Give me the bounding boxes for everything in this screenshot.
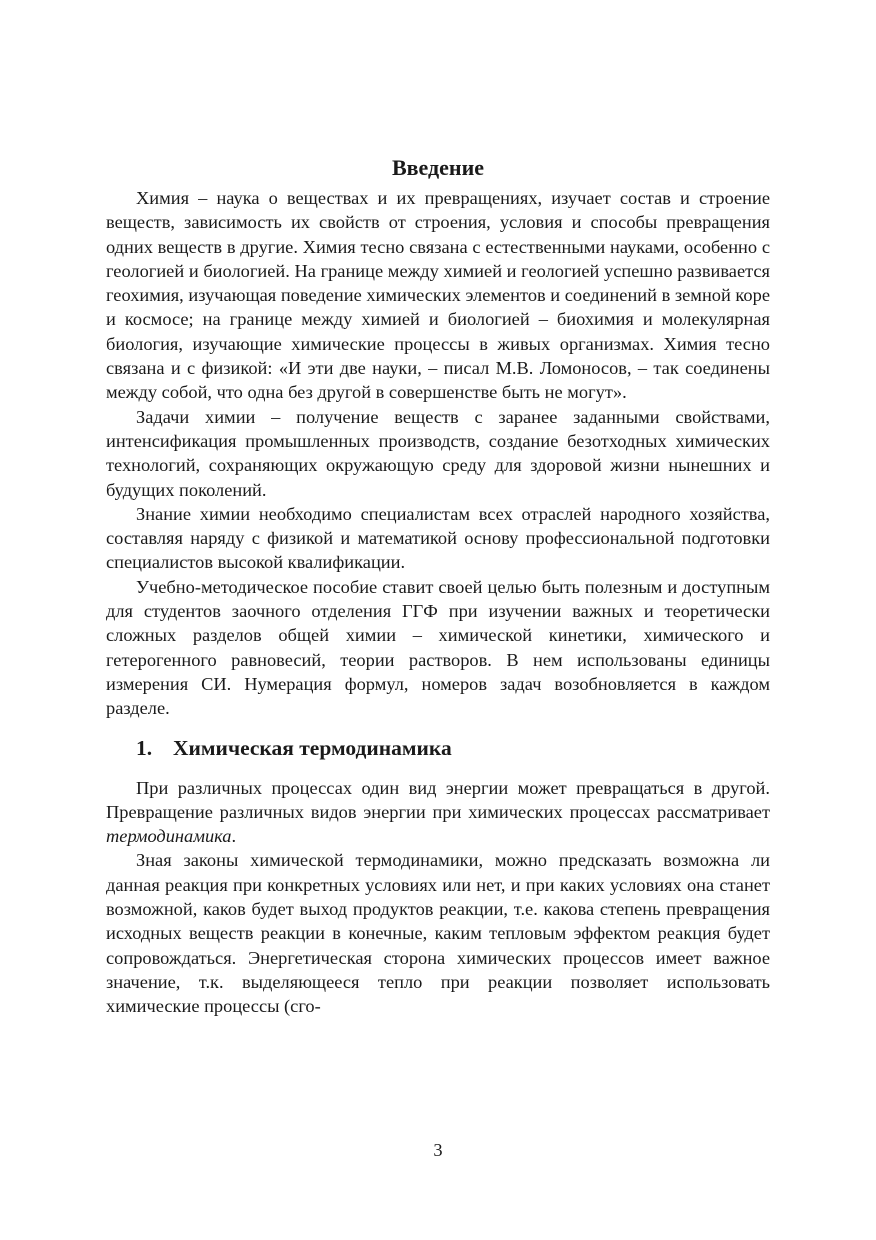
term-thermodynamics: термодинамика: [106, 826, 232, 847]
section-1-paragraph-1-end: .: [231, 826, 237, 847]
section-1-number: 1.: [136, 735, 153, 760]
section-1-paragraph-1: [106, 776, 770, 849]
section-1-paragraph-2: Зная законы химической термодинамики, можно предсказать возможна ли данная реакция при конкретных условиях или нет, и при каких условиях она станет возможной, каков будет выход продуктов реакции, т.е. какова степень превращения исходных веществ реакции в конечные, каким тепловым эффектом реакция будет сопровождаться. Энергетическая сторона химических процессов имеет важное значение, т.к. выделяющееся тепло при реакции позволяет использовать химические процессы (сго-: [106, 850, 770, 1017]
section-1-heading: [106, 731, 770, 765]
section-1-paragraph-1-text: При различных процессах один вид энергии может превращаться в другой. Превращение различных видов энергии при химических процессах рассматривает: [106, 777, 770, 822]
intro-paragraph-3: Знание химии необходимо специалистам всех отраслей народного хозяйства, составляя наряду с физикой и математикой основу профессиональной подготовки специалистов высокой квалификации.: [106, 503, 770, 573]
intro-title: Введение: [391, 155, 485, 180]
section-1-title: Химическая термодинамика: [173, 735, 452, 760]
page-number: 3: [433, 1140, 443, 1160]
page-body: [106, 150, 770, 1019]
intro-paragraph-1: Химия – наука о веществах и их превращениях, изучает состав и строение веществ, зависимость их свойств от строения, условия и способы превращения одних веществ в другие. Химия тесно связана с естественными науками, особенно с геологией и биологией. На границе между химией и геологией успешно развивается геохимия, изучающая поведение химических элементов и соединений в земной коре и космосе; на границе между химией и биологией – биохимия и молекулярная биология, изучающие химические процессы в живых организмах. Химия тесно связана и с физикой: «И эти две науки, – писал М.В. Ломоносов, – так соединены между собой, что одна без другой в совершенстве быть не могут».: [106, 188, 770, 403]
intro-paragraph-2: Задачи химии – получение веществ с заранее заданными свойствами, интенсификация промышленных производств, создание безотходных химических технологий, сохраняющих окружающую среду для здоровой жизни нынешних и будущих поколений.: [106, 406, 770, 500]
intro-paragraph-4: Учебно-методическое пособие ставит своей целью быть полезным и доступным для студентов заочного отделения ГГФ при изучении важных и теоретически сложных разделов общей химии – химической кинетики, химического и гетерогенного равновесий, теории растворов. В нем использованы единицы измерения СИ. Нумерация формул, номеров задач возобновляется в каждом разделе.: [106, 576, 770, 719]
